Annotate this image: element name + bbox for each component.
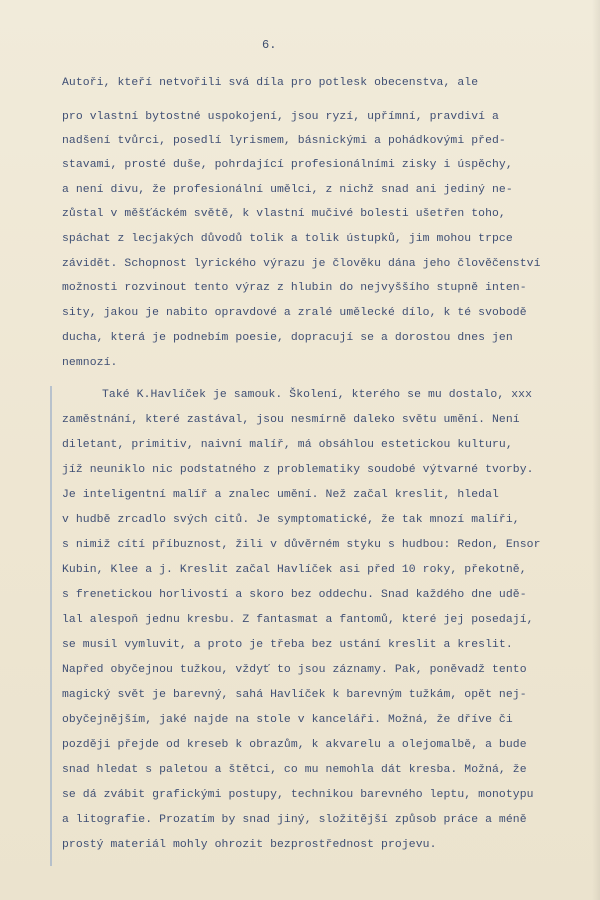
text-line: nadšení tvůrci, posedlí lyrismem, básnickými a pohádkovými před- (62, 135, 506, 147)
text-line: sity, jakou je nabito opravdové a zralé umělecké dílo, k té svobodě (62, 307, 527, 319)
text-line: závidět. Schopnost lyrického výrazu je člověku dána jeho člověčenství (62, 258, 541, 270)
text-line: Je inteligentní malíř a znalec umění. Než začal kreslit, hledal (62, 489, 499, 501)
text-line: ducha, která je podnebím poesie, dopracují se a dorostou dnes jen (62, 332, 513, 344)
text-line: Autoři, kteří netvořili svá díla pro potlesk obecenstva, ale (62, 77, 479, 89)
text-line: s nimiž cítí příbuznost, žili v důvěrném styku s hudbou: Redon, Ensor (62, 539, 541, 551)
text-line: nemnozí. (62, 357, 118, 369)
text-line: se dá zvábit grafickými postupy, technikou barevného leptu, monotypu (62, 789, 534, 801)
text-line: magický svět je barevný, sahá Havlíček k barevným tužkám, opět nej- (62, 689, 527, 701)
text-line: diletant, primitiv, naivní malíř, má obsáhlou estetickou kulturu, (62, 439, 513, 451)
text-line: prostý materiál mohly ohrozit bezprostřednost projevu. (62, 839, 437, 851)
text-line: Napřed obyčejnou tužkou, vždyť to jsou záznamy. Pak, poněvadž tento (62, 664, 527, 676)
text-line: zaměstnání, které zastával, jsou nesmírně daleko světu umění. Není (62, 414, 520, 426)
text-line: Kubin, Klee a j. Kreslit začal Havlíček asi před 10 roky, překotně, (62, 564, 527, 576)
text-line: se musil vymluvit, a proto je třeba bez ustání kreslit a kreslit. (62, 639, 513, 651)
text-line: možnosti rozvinout tento výraz z hlubin do nejvyššího stupně inten- (62, 282, 527, 294)
text-line: snad hledat s paletou a štětci, co mu nemohla dát kresba. Možná, že (62, 764, 527, 776)
text-line: jíž neuniklo nic podstatného z problematiky soudobé výtvarné tvorby. (62, 464, 534, 476)
text-line: stavami, prosté duše, pohrdající profesionálními zisky i úspěchy, (62, 159, 513, 171)
page-edge-shadow (592, 0, 600, 900)
page-number: 6. (262, 38, 277, 52)
text-line: zůstal v měšťáckém světě, k vlastní mučivé bolesti ušetřen toho, (62, 208, 506, 220)
text-line: Také K.Havlíček je samouk. Školení, kterého se mu dostalo, xxx (102, 389, 533, 401)
text-line: obyčejnějším, jaké najde na stole v kanceláři. Možná, že dříve či (62, 714, 513, 726)
text-line: pro vlastní bytostné uspokojení, jsou ryzí, upřímní, pravdiví a (62, 111, 499, 123)
text-line: a litografie. Prozatím by snad jiný, složitější způsob práce a méně (62, 814, 527, 826)
text-line: lal alespoň jednu kresbu. Z fantasmat a fantomů, které jej posedají, (62, 614, 534, 626)
text-line: v hudbě zrcadlo svých citů. Je symptomatické, že tak mnozí malíři, (62, 514, 520, 526)
text-line: spáchat z lecjakých důvodů tolik a tolik ústupků, jim mohou trpce (62, 233, 513, 245)
text-line: a není divu, že profesionální umělci, z nichž snad ani jediný ne- (62, 184, 513, 196)
text-line: s frenetickou horlivostí a skoro bez oddechu. Snad každého dne udě- (62, 589, 527, 601)
text-line: později přejde od kreseb k obrazům, k akvarelu a olejomalbě, a bude (62, 739, 527, 751)
